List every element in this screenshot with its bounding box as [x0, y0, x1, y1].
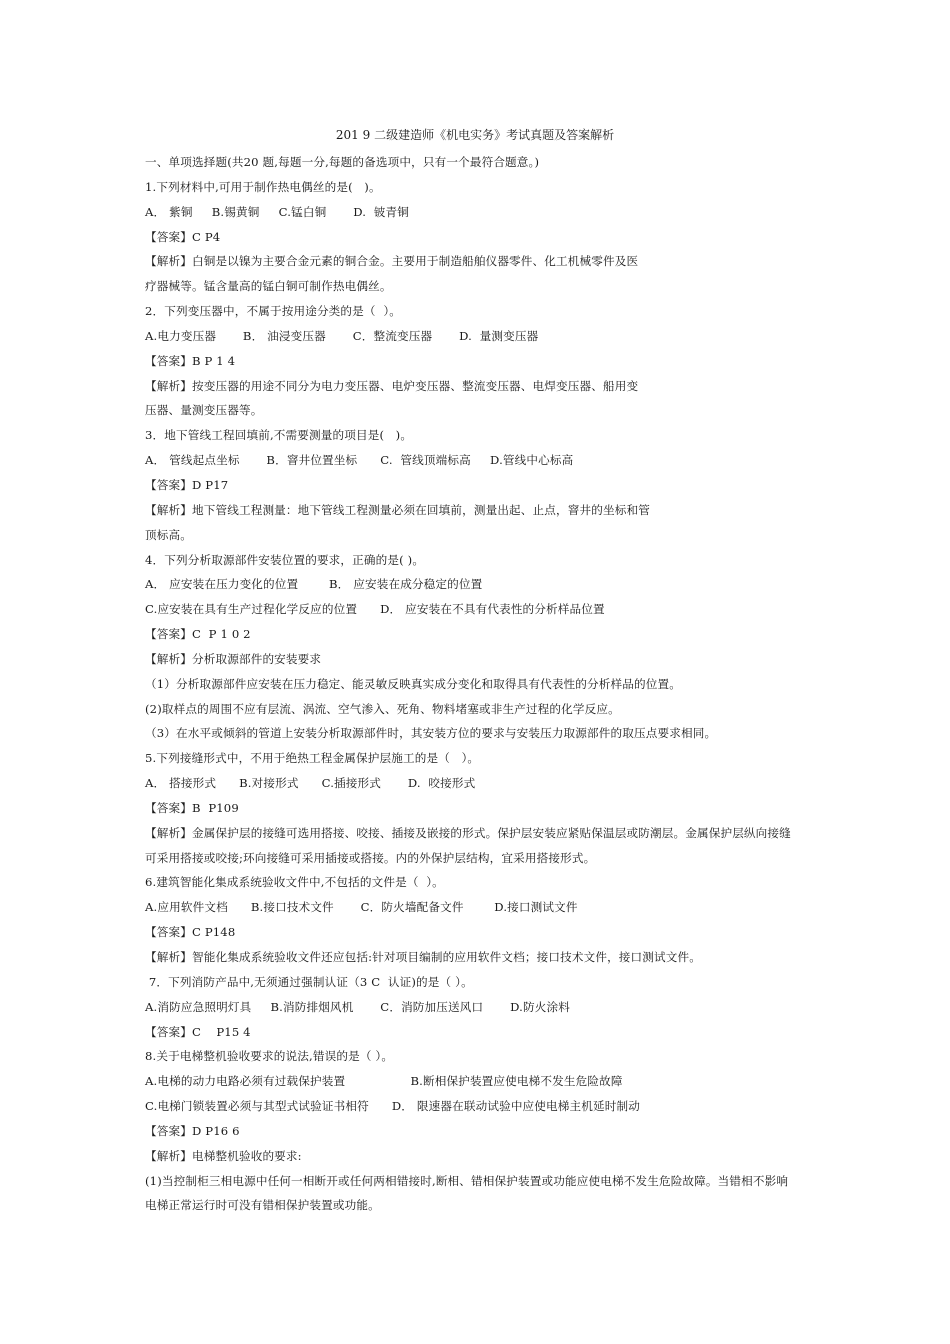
text-line: （3）在水平或倾斜的管道上安装分析取源部件时，其安装方位的要求与安装压力取源部件的取压点要求相同。: [145, 726, 717, 741]
text-line: A． 管线起点坐标 B．窨井位置坐标 C. 管线顶端标高 D.管线中心标高: [145, 453, 574, 468]
text-line: 顶标高。: [145, 527, 192, 542]
text-line: 【答案】B P 1 4: [145, 353, 236, 368]
document-body: [145, 150, 815, 1218]
text-line: C.电梯门锁装置必须与其型式试验证书相符 D． 限速器在联动试验中应使电梯主机延时制动: [145, 1099, 641, 1114]
text-line: 【解析】智能化集成系统验收文件还应包括:针对项目编制的应用软件文档；接口技术文件，接口测试文件。: [145, 950, 702, 964]
text-line: 【解析】金属保护层的接缝可选用搭接、咬接、插接及嵌接的形式。保护层安装应紧贴保温层或防潮层。金属保护层纵向接缝: [145, 825, 791, 840]
text-line: 【答案】C P148: [145, 925, 236, 940]
text-line: 【答案】D P17: [145, 477, 229, 492]
text-line: A． 搭接形式 B.对接形式 C.插接形式 D. 咬接形式: [145, 776, 476, 791]
text-line: (1)当控制柜三相电源中任何一相断开或任何两相错接时,断相、错相保护装置或功能应使电梯不发生危险故障。当错相不影响: [145, 1173, 789, 1188]
text-line: A.电梯的动力电路必须有过载保护装置 B.断相保护装置应使电梯不发生危险故障: [145, 1074, 623, 1089]
text-line: 4．下列分析取源部件安装位置的要求，正确的是( )。: [145, 552, 425, 567]
text-line: 【解析】白铜是以镍为主要合金元素的铜合金。主要用于制造船舶仪器零件、化工机械零件及医: [145, 254, 639, 269]
text-line: 2．下列变压器中，不属于按用途分类的是（ ）。: [145, 304, 402, 319]
text-line: 【答案】B P109: [145, 800, 239, 815]
text-line: A.电力变压器 B． 油浸变压器 C．整流变压器 D. 量测变压器: [145, 328, 539, 343]
text-line: A． 紫铜 B.锡黄铜 C.锰白铜 D. 铍青铜: [145, 204, 409, 219]
text-line: 电梯正常运行时可没有错相保护装置或功能。: [145, 1198, 380, 1213]
text-line: 【解析】电梯整机验收的要求:: [145, 1148, 302, 1163]
text-line: 【解析】按变压器的用途不同分为电力变压器、电炉变压器、整流变压器、电焊变压器、船用变: [145, 378, 639, 393]
text-line: 5.下列接缝形式中，不用于绝热工程金属保护层施工的是（ ）。: [145, 751, 480, 766]
text-line: 【答案】C P 1 0 2: [145, 627, 251, 642]
text-line: （1）分析取源部件应安装在压力稳定、能灵敏反映真实成分变化和取得具有代表性的分析样品的位置。: [145, 676, 681, 691]
text-line: 可采用搭接或咬接;环向接缝可采用插接或搭接。内的外保护层结构，宜采用搭接形式。: [145, 850, 596, 865]
text-line: 【答案】C P15 4: [145, 1024, 251, 1039]
text-line: 一、单项选择题(共20 题,每题一分,每题的备选项中，只有一个最符合题意。): [145, 155, 540, 169]
document-title: 201 9 二级建造师《机电实务》考试真题及答案解析: [335, 128, 615, 142]
text-line: 8.关于电梯整机验收要求的说法,错误的是（ ）。: [145, 1049, 394, 1064]
text-line: 【答案】D P16 6: [145, 1123, 240, 1138]
text-line: 【答案】C P4: [145, 229, 221, 244]
text-line: 压器、量测变压器等。: [145, 403, 263, 418]
text-line: 疗器械等。锰含量高的锰白铜可制作热电偶丝。: [145, 279, 392, 294]
text-line: 3．地下管线工程回填前,不需要测量的项目是( )。: [145, 428, 413, 443]
text-line: (2)取样点的周围不应有层流、涡流、空气渗入、死角、物料堵塞或非生产过程的化学反应。: [145, 701, 620, 716]
text-line: 【解析】地下管线工程测量：地下管线工程测量必须在回填前，测量出起、止点，窨井的坐标和管: [145, 502, 650, 517]
text-line: A.消防应急照明灯具 B.消防排烟风机 C．消防加压送风口 D.防火涂料: [145, 999, 570, 1014]
text-line: 1.下列材料中,可用于制作热电偶丝的是( )。: [145, 179, 381, 194]
text-line: A． 应安装在压力变化的位置 B． 应安装在成分稳定的位置: [145, 577, 483, 592]
text-line: 【解析】分析取源部件的安装要求: [145, 651, 322, 666]
text-line: 7．下列消防产品中,无须通过强制认证（3 C 认证)的是（ ）。: [145, 974, 473, 989]
text-line: A.应用软件文档 B.接口技术文件 C．防火墙配备文件 D.接口测试文件: [145, 900, 578, 915]
text-line: C.应安装在具有生产过程化学反应的位置 D． 应安装在不具有代表性的分析样品位置: [145, 602, 605, 617]
text-line: 6.建筑智能化集成系统验收文件中,不包括的文件是（ ）。: [145, 875, 444, 890]
